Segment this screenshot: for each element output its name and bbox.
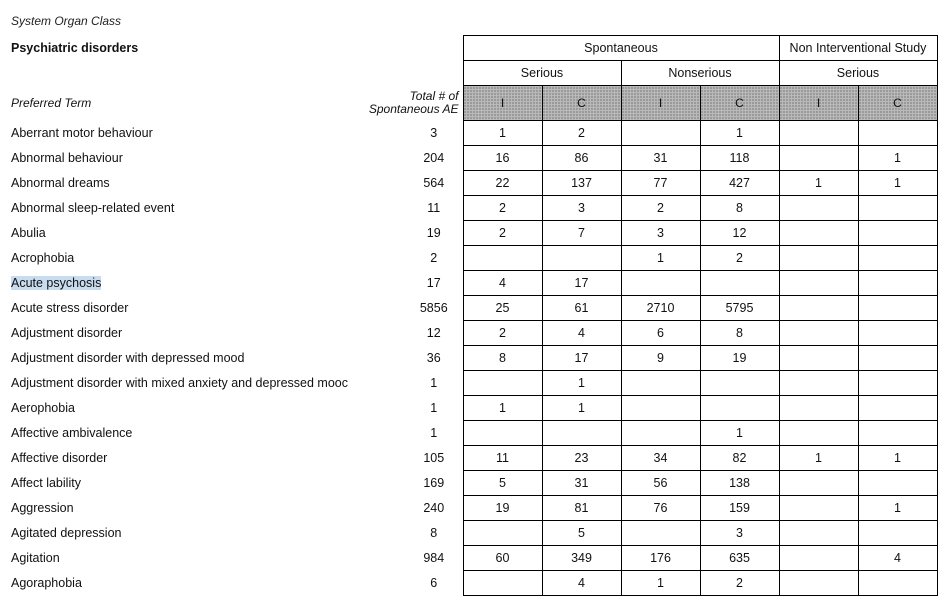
nis-i-cell — [779, 396, 858, 421]
total-header-line1: Total # of — [409, 89, 459, 103]
sp-ser-i-cell: 60 — [463, 546, 542, 571]
nis-i-cell — [779, 471, 858, 496]
preferred-term: Aerophobia — [11, 401, 75, 415]
preferred-term: Affect lability — [11, 476, 81, 490]
sp-ser-c-cell: 17 — [542, 271, 621, 296]
preferred-term: Adjustment disorder — [11, 326, 123, 340]
sp-ser-c-cell: 349 — [542, 546, 621, 571]
total-cell: 1 — [430, 401, 438, 415]
spontaneous-header: Spontaneous — [463, 36, 779, 61]
sp-non-c-cell: 3 — [700, 521, 779, 546]
sp-ser-c-cell: 4 — [542, 321, 621, 346]
sp-ser-c-cell: 1 — [542, 396, 621, 421]
preferred-term: Acute stress disorder — [11, 301, 129, 315]
nis-serious-header: Serious — [779, 61, 937, 86]
nis-c-cell — [858, 296, 937, 321]
table-row — [5, 146, 937, 171]
soc-caption: System Organ Class — [11, 14, 122, 28]
sp-ser-i-cell: 16 — [463, 146, 542, 171]
sp-non-i-cell: 77 — [621, 171, 700, 196]
sp-non-i-cell: 176 — [621, 546, 700, 571]
sp-non-i-cell: 34 — [621, 446, 700, 471]
sp-ser-c-cell: 31 — [542, 471, 621, 496]
nis-c-cell: 1 — [858, 146, 937, 171]
sp-non-i-cell: 3 — [621, 221, 700, 246]
preferred-term-cell — [5, 271, 365, 296]
table-row — [5, 471, 937, 496]
sp-ser-c-cell: 1 — [542, 371, 621, 396]
total-cell: 2 — [430, 251, 438, 265]
sp-ser-i-cell: 5 — [463, 471, 542, 496]
total-cell: 984 — [423, 551, 445, 565]
sp-ser-i-cell: 22 — [463, 171, 542, 196]
sp-non-c-cell: 5795 — [700, 296, 779, 321]
preferred-term: Affective disorder — [11, 451, 108, 465]
sp-non-c-header: C — [700, 86, 779, 121]
sp-ser-c-cell: 23 — [542, 446, 621, 471]
table-row — [5, 296, 937, 321]
sp-non-c-cell: 8 — [700, 321, 779, 346]
preferred-term-cell — [5, 421, 365, 446]
spontaneous-nonserious-header: Nonserious — [621, 61, 779, 86]
total-cell: 5856 — [419, 301, 448, 315]
sp-ser-i-cell — [463, 421, 542, 446]
nis-i-cell — [779, 496, 858, 521]
table-row — [5, 396, 937, 421]
nis-header: Non Interventional Study — [779, 36, 937, 61]
sp-non-i-cell: 2 — [621, 196, 700, 221]
sp-ser-c-cell — [542, 421, 621, 446]
preferred-term-cell — [5, 196, 365, 221]
spontaneous-serious-header: Serious — [463, 61, 621, 86]
sp-ser-c-cell: 61 — [542, 296, 621, 321]
sp-non-c-cell: 2 — [700, 246, 779, 271]
nis-c-cell: 1 — [858, 446, 937, 471]
nis-i-cell — [779, 221, 858, 246]
nis-i-cell — [779, 121, 858, 146]
sp-non-c-cell: 82 — [700, 446, 779, 471]
sp-non-i-cell: 56 — [621, 471, 700, 496]
table-row — [5, 571, 937, 596]
preferred-term: Acute psychosis — [11, 276, 102, 290]
sp-non-c-cell — [700, 396, 779, 421]
sp-non-i-cell: 76 — [621, 496, 700, 521]
table-row — [5, 546, 937, 571]
nis-c-header: C — [858, 86, 937, 121]
sp-ser-c-cell — [542, 246, 621, 271]
sp-non-i-cell — [621, 421, 700, 446]
table-row — [5, 221, 937, 246]
sp-ser-i-cell: 1 — [463, 396, 542, 421]
sp-non-i-cell: 9 — [621, 346, 700, 371]
preferred-term: Aggression — [11, 501, 74, 515]
nis-c-cell — [858, 571, 937, 596]
total-cell: 12 — [426, 326, 441, 340]
sp-non-i-cell: 2710 — [621, 296, 700, 321]
total-cell: 105 — [423, 451, 445, 465]
nis-i-cell — [779, 371, 858, 396]
nis-i-cell — [779, 321, 858, 346]
table-header — [5, 36, 937, 121]
preferred-term-header: Preferred Term — [11, 96, 92, 110]
sp-ser-c-cell: 137 — [542, 171, 621, 196]
table-row — [5, 496, 937, 521]
preferred-term-cell — [5, 521, 365, 546]
nis-i-cell — [779, 521, 858, 546]
sp-non-c-cell: 2 — [700, 571, 779, 596]
sp-non-c-cell: 118 — [700, 146, 779, 171]
nis-c-cell — [858, 371, 937, 396]
nis-c-cell — [858, 396, 937, 421]
nis-i-cell — [779, 246, 858, 271]
preferred-term-cell — [5, 471, 365, 496]
nis-c-cell: 4 — [858, 546, 937, 571]
sp-non-c-cell: 635 — [700, 546, 779, 571]
preferred-term: Agitation — [11, 551, 60, 565]
sp-ser-i-cell: 2 — [463, 321, 542, 346]
sp-ser-i-cell — [463, 246, 542, 271]
sp-ser-i-cell: 4 — [463, 271, 542, 296]
nis-c-cell — [858, 196, 937, 221]
sp-ser-i-cell — [463, 571, 542, 596]
sp-ser-i-cell — [463, 521, 542, 546]
sp-non-c-cell — [700, 371, 779, 396]
sp-ser-c-cell: 17 — [542, 346, 621, 371]
preferred-term: Agitated depression — [11, 526, 122, 540]
table-row — [5, 246, 937, 271]
sp-ser-i-cell: 2 — [463, 221, 542, 246]
preferred-term-cell — [5, 546, 365, 571]
nis-i-cell — [779, 346, 858, 371]
table-row — [5, 271, 937, 296]
nis-c-cell — [858, 121, 937, 146]
nis-i-header: I — [779, 86, 858, 121]
sp-non-i-cell: 1 — [621, 571, 700, 596]
total-cell: 8 — [430, 526, 438, 540]
sp-ser-i-header: I — [463, 86, 542, 121]
table-row — [5, 321, 937, 346]
nis-c-cell — [858, 321, 937, 346]
preferred-term: Affective ambivalence — [11, 426, 133, 440]
preferred-term-cell — [5, 371, 365, 396]
sp-ser-i-cell: 25 — [463, 296, 542, 321]
table-row — [5, 421, 937, 446]
sp-ser-i-cell: 11 — [463, 446, 542, 471]
table-row — [5, 346, 937, 371]
nis-c-cell: 1 — [858, 496, 937, 521]
sp-non-c-cell: 12 — [700, 221, 779, 246]
nis-i-cell: 1 — [779, 446, 858, 471]
sp-non-c-cell: 427 — [700, 171, 779, 196]
sp-non-c-cell: 1 — [700, 121, 779, 146]
preferred-term-cell — [5, 346, 365, 371]
preferred-term-cell — [5, 321, 365, 346]
total-cell: 11 — [427, 201, 441, 215]
preferred-term-cell — [5, 146, 365, 171]
sp-non-i-cell — [621, 271, 700, 296]
preferred-term-cell — [5, 221, 365, 246]
nis-c-cell — [858, 221, 937, 246]
total-cell: 3 — [430, 126, 438, 140]
sp-ser-i-cell: 8 — [463, 346, 542, 371]
preferred-term: Adjustment disorder with depressed mood — [11, 351, 245, 365]
preferred-term: Abnormal sleep-related event — [11, 201, 175, 215]
sp-ser-i-cell: 2 — [463, 196, 542, 221]
preferred-term-cell — [5, 446, 365, 471]
preferred-term: Agoraphobia — [11, 576, 82, 590]
nis-i-cell — [779, 146, 858, 171]
preferred-term: Abulia — [11, 226, 46, 240]
sp-ser-c-header: C — [542, 86, 621, 121]
sp-non-i-cell — [621, 121, 700, 146]
nis-i-cell — [779, 271, 858, 296]
sp-non-i-cell — [621, 521, 700, 546]
sp-non-c-cell: 159 — [700, 496, 779, 521]
preferred-term-cell — [5, 496, 365, 521]
nis-i-cell — [779, 546, 858, 571]
preferred-term-cell — [5, 246, 365, 271]
sp-non-i-cell: 31 — [621, 146, 700, 171]
nis-i-cell: 1 — [779, 171, 858, 196]
sp-ser-c-cell: 2 — [542, 121, 621, 146]
sp-non-i-header: I — [621, 86, 700, 121]
sp-non-c-cell: 19 — [700, 346, 779, 371]
table-row — [5, 121, 937, 146]
sp-ser-i-cell: 1 — [463, 121, 542, 146]
table-row — [5, 521, 937, 546]
sp-non-c-cell — [700, 271, 779, 296]
sp-ser-c-cell: 4 — [542, 571, 621, 596]
nis-c-cell — [858, 346, 937, 371]
preferred-term-cell — [5, 396, 365, 421]
table-row — [5, 196, 937, 221]
total-cell: 6 — [430, 576, 438, 590]
nis-i-cell — [779, 571, 858, 596]
total-cell: 17 — [426, 276, 441, 290]
preferred-term-cell — [5, 121, 365, 146]
preferred-term: Abnormal dreams — [11, 176, 110, 190]
preferred-term-cell — [5, 571, 365, 596]
sp-non-i-cell — [621, 371, 700, 396]
preferred-term: Abnormal behaviour — [11, 151, 123, 165]
nis-c-cell — [858, 271, 937, 296]
total-header-line2: Spontaneous AE — [368, 102, 459, 116]
total-cell: 1 — [430, 376, 438, 390]
sp-non-c-cell: 1 — [700, 421, 779, 446]
preferred-term: Acrophobia — [11, 251, 75, 265]
total-cell: 169 — [423, 476, 445, 490]
preferred-term-cell — [5, 171, 365, 196]
sp-non-i-cell: 1 — [621, 246, 700, 271]
nis-c-cell — [858, 521, 937, 546]
nis-c-cell — [858, 471, 937, 496]
table-row — [5, 371, 937, 396]
preferred-term-cell — [5, 296, 365, 321]
sp-non-i-cell: 6 — [621, 321, 700, 346]
preferred-term: Aberrant motor behaviour — [11, 126, 153, 140]
sp-non-c-cell: 8 — [700, 196, 779, 221]
table-row — [5, 446, 937, 471]
sp-ser-c-cell: 7 — [542, 221, 621, 246]
sp-ser-i-cell — [463, 371, 542, 396]
soc-value: Psychiatric disorders — [11, 41, 139, 55]
adverse-events-table — [5, 35, 938, 596]
table-row — [5, 171, 937, 196]
total-cell: 564 — [423, 176, 445, 190]
total-cell: 1 — [430, 426, 438, 440]
sp-ser-c-cell: 5 — [542, 521, 621, 546]
total-header — [365, 86, 463, 121]
sp-non-c-cell: 138 — [700, 471, 779, 496]
sp-ser-c-cell: 3 — [542, 196, 621, 221]
table-body — [5, 121, 937, 596]
preferred-term: Adjustment disorder with mixed anxiety and depressed mooc — [11, 376, 348, 390]
sp-ser-i-cell: 19 — [463, 496, 542, 521]
nis-i-cell — [779, 421, 858, 446]
total-cell: 204 — [423, 151, 445, 165]
sp-ser-c-cell: 86 — [542, 146, 621, 171]
nis-c-cell: 1 — [858, 171, 937, 196]
nis-c-cell — [858, 246, 937, 271]
total-cell: 19 — [426, 226, 441, 240]
total-cell: 36 — [426, 351, 441, 365]
sp-non-i-cell — [621, 396, 700, 421]
nis-c-cell — [858, 421, 937, 446]
total-cell: 240 — [423, 501, 445, 515]
nis-i-cell — [779, 296, 858, 321]
sp-ser-c-cell: 81 — [542, 496, 621, 521]
nis-i-cell — [779, 196, 858, 221]
